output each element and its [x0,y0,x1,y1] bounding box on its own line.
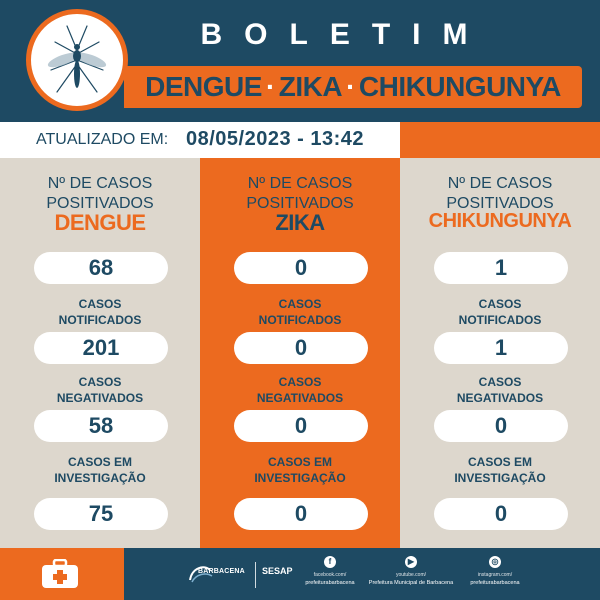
label-line1: CASOS EM [267,455,332,469]
label-line2: INVESTIGAÇÃO [454,471,546,485]
label-line1: CASOS [478,375,522,389]
column-heading [200,174,400,214]
heading-line2: POSITIVADOS [446,195,554,212]
negative-count: 58 [34,410,168,442]
column-heading [400,174,600,214]
investigation-count: 0 [234,498,368,530]
investigation-count: 0 [434,498,568,530]
label-line1: CASOS [478,297,522,311]
negative-count: 0 [434,410,568,442]
youtube-site: youtube.com/ [395,572,427,578]
label-line2: NOTIFICADOS [258,313,342,327]
footer-divider [255,562,256,588]
label-line1: CASOS [278,297,322,311]
updated-label: ATUALIZADO EM: [36,131,169,148]
banner-chikungunya: CHIKUNGUNYA [358,71,561,102]
header [0,0,600,122]
heading-line2: POSITIVADOS [246,195,354,212]
label-line1: CASOS [78,297,122,311]
updated-bar [0,122,600,158]
notified-label [0,296,200,328]
label-line2: NOTIFICADOS [58,313,142,327]
banner-separator: · [265,71,275,102]
facebook-link[interactable] [304,556,356,586]
facebook-site: facebook.com/ [313,572,347,578]
heading-line2: POSITIVADOS [46,195,154,212]
label-line2: NEGATIVADOS [56,391,144,405]
disease-name: DENGUE [54,210,146,235]
notified-count: 1 [434,332,568,364]
label-line2: NEGATIVADOS [456,391,544,405]
updated-accent [400,122,600,158]
label-line1: CASOS EM [67,455,132,469]
footer [0,548,600,600]
label-line1: CASOS EM [467,455,532,469]
instagram-link[interactable] [462,556,528,586]
stats-columns [0,158,600,548]
department-name: SESAP [262,566,293,576]
facebook-icon: f [324,556,336,568]
updated-timestamp: 08/05/2023 - 13:42 [186,128,365,150]
heading-line1: Nº DE CASOS [247,175,353,192]
instagram-site: instagram.com/ [477,572,513,578]
notified-count: 0 [234,332,368,364]
disease-name: ZIKA [275,210,325,235]
notified-label [400,296,600,328]
mosquito-logo [26,9,128,111]
column-dengue [0,158,200,548]
barbacena-logo-text: BARBACENA [198,568,245,575]
instagram-icon: ◎ [489,556,501,568]
notified-count: 201 [34,332,168,364]
investigation-count: 75 [34,498,168,530]
heading-line1: Nº DE CASOS [47,175,153,192]
disease-name: CHIKUNGUNYA [428,210,572,232]
column-chikungunya [400,158,600,548]
banner-separator: · [346,71,355,102]
negative-count: 0 [234,410,368,442]
positive-count: 1 [434,252,568,284]
instagram-handle: prefeiturabarbacena [470,580,520,586]
investigation-label [200,454,400,486]
investigation-label [0,454,200,486]
medical-kit-icon [40,559,80,589]
label-line1: CASOS [278,375,322,389]
positive-count: 0 [234,252,368,284]
label-line2: NOTIFICADOS [458,313,542,327]
column-zika [200,158,400,548]
investigation-label [400,454,600,486]
negative-label [400,374,600,406]
label-line2: INVESTIGAÇÃO [254,471,346,485]
heading-line1: Nº DE CASOS [447,175,553,192]
column-heading [0,174,200,214]
label-line2: NEGATIVADOS [256,391,344,405]
banner-zika: ZIKA [278,71,343,102]
banner-dengue: DENGUE [145,71,262,102]
notified-label [200,296,400,328]
negative-label [0,374,200,406]
footer-accent [0,548,124,600]
positive-count: 68 [34,252,168,284]
label-line1: CASOS [78,375,122,389]
youtube-link[interactable] [366,556,456,586]
negative-label [200,374,400,406]
diseases-banner [124,66,582,108]
mosquito-icon [37,20,117,100]
youtube-handle: Prefeitura Municipal de Barbacena [368,580,454,586]
label-line2: INVESTIGAÇÃO [54,471,146,485]
facebook-handle: prefeiturabarbacena [305,580,355,586]
youtube-icon: ▶ [405,556,417,568]
bulletin-title: BOLETIM [200,18,490,51]
